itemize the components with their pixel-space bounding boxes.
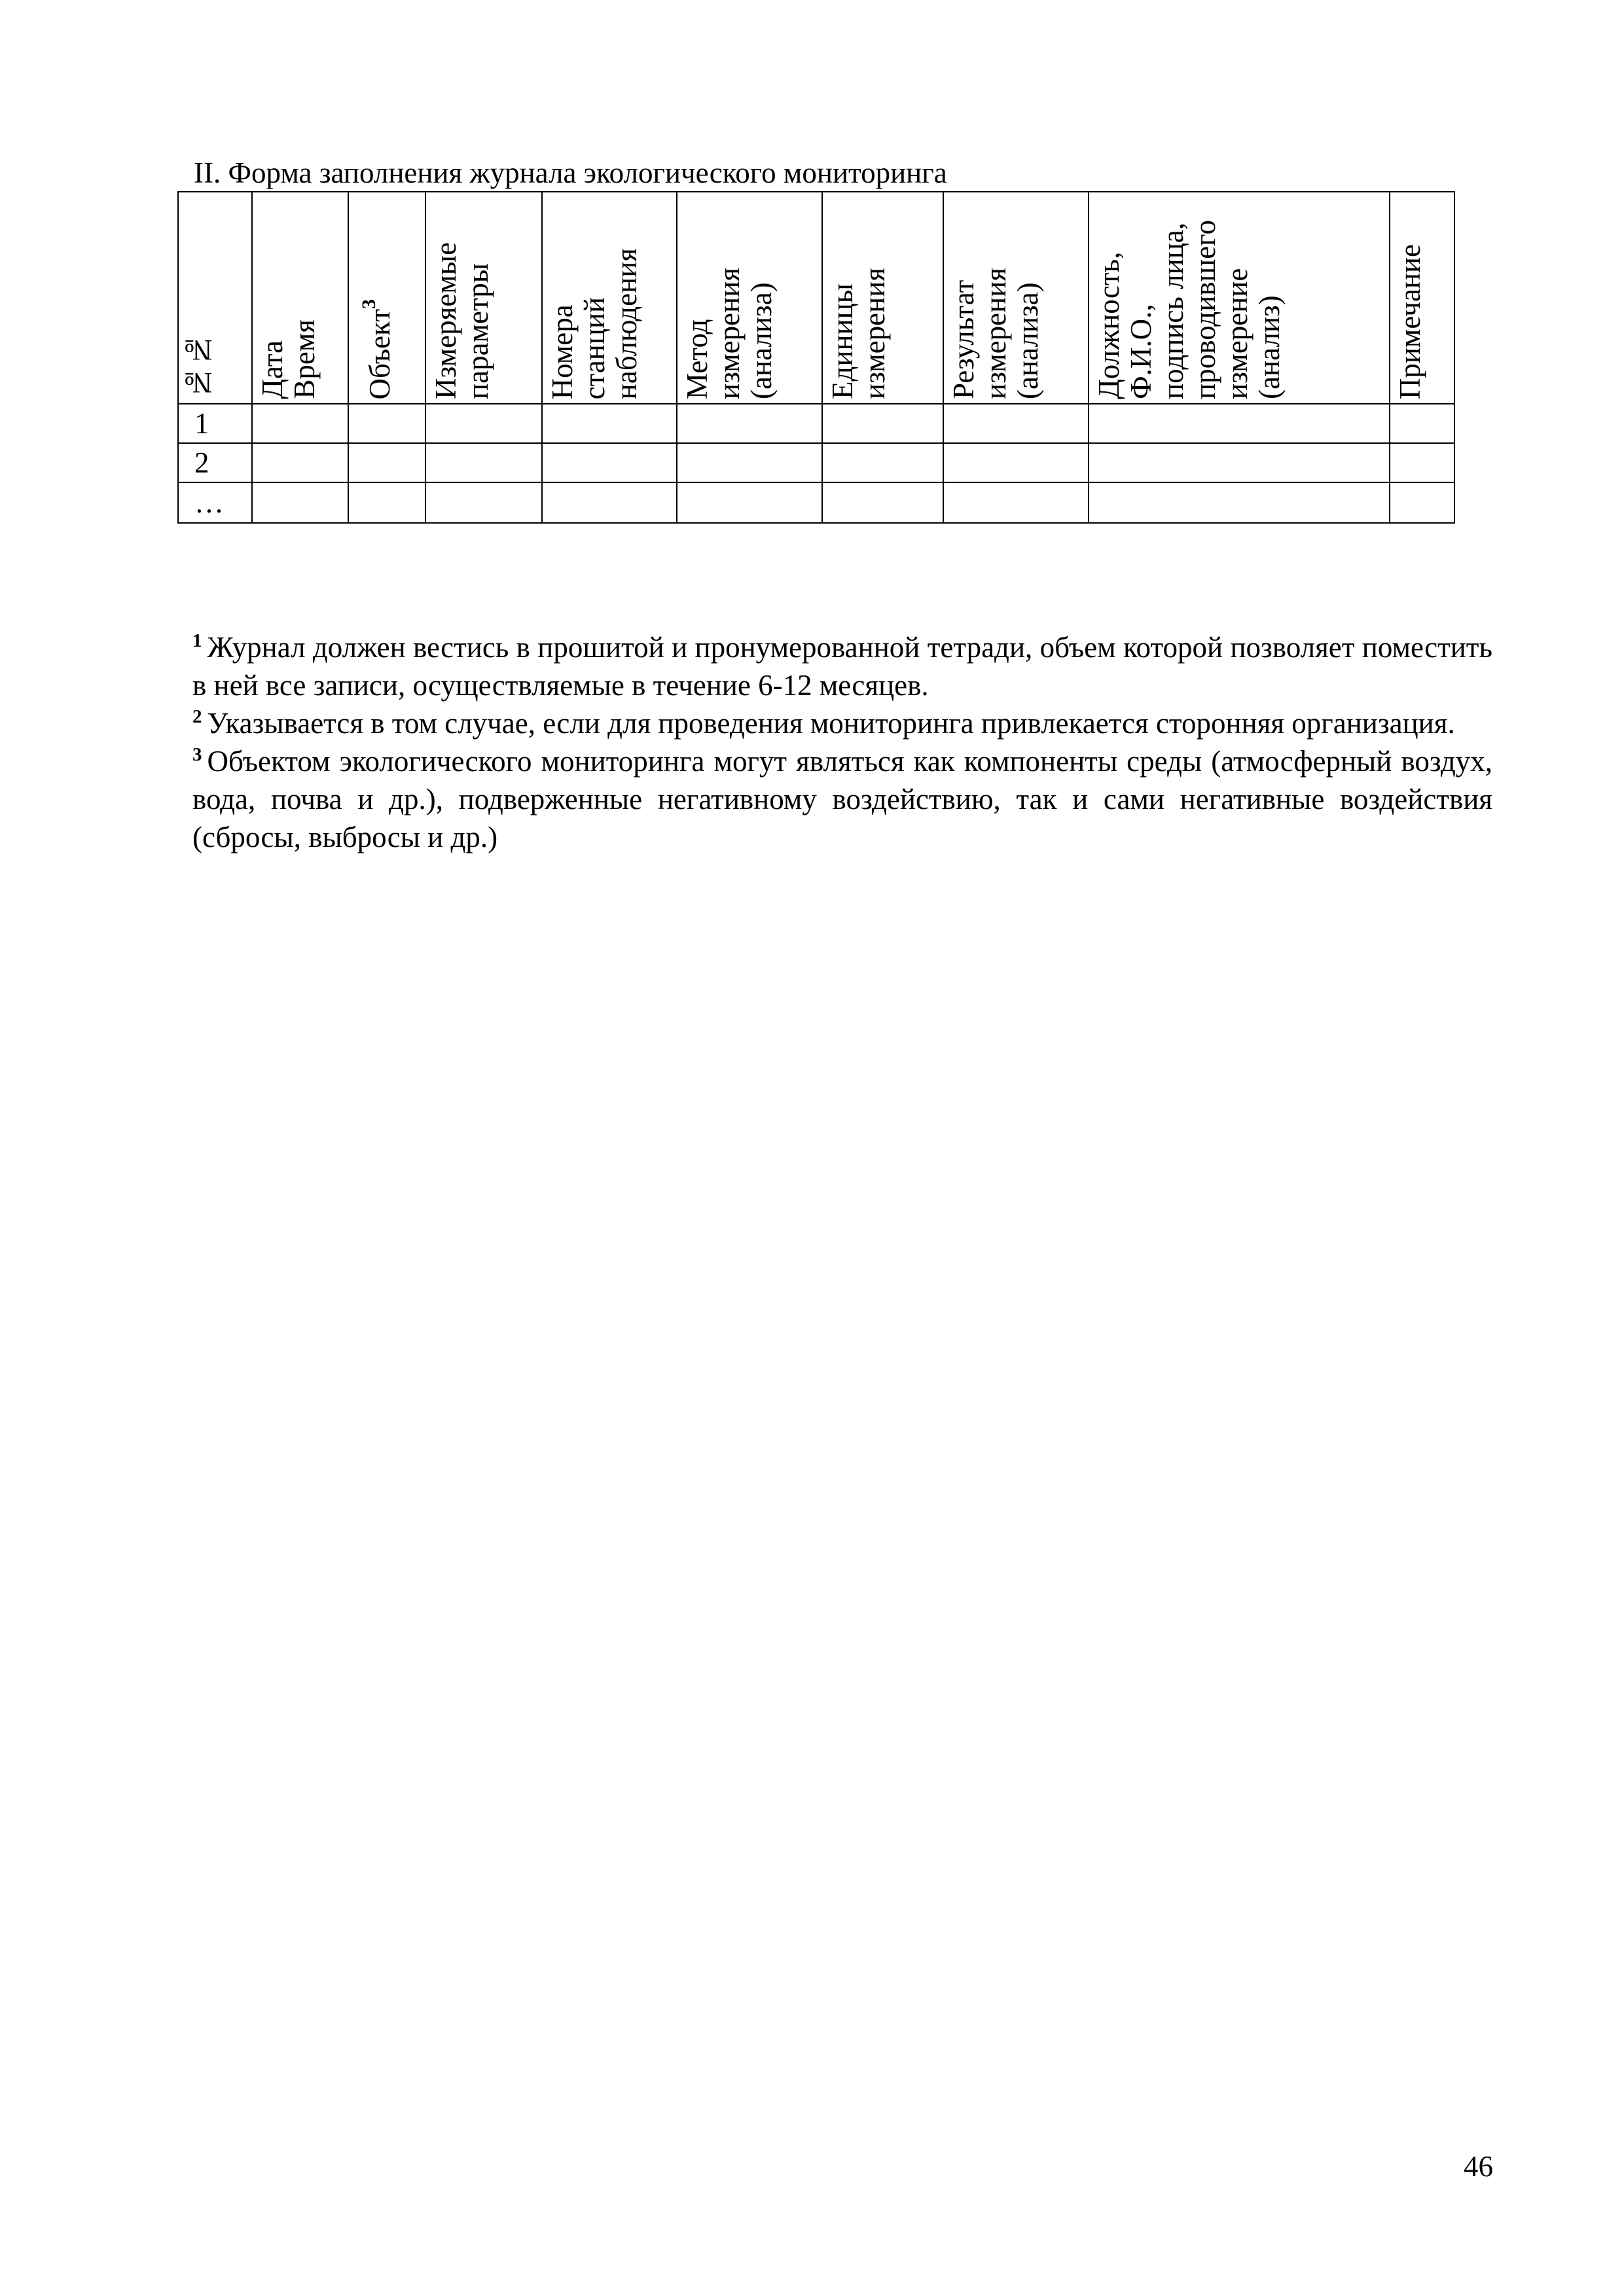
table-cell xyxy=(425,482,542,523)
col-header-result-line-2: измерения xyxy=(979,267,1012,399)
table-cell xyxy=(1390,404,1454,443)
table-cell xyxy=(1089,482,1390,523)
col-header-responsible-line-4: проводившего xyxy=(1189,220,1221,399)
col-header-responsible-line-6: (анализ) xyxy=(1253,295,1286,399)
col-header-date-line: Дата xyxy=(256,340,289,399)
page-number: 46 xyxy=(1464,2150,1493,2183)
table-cell xyxy=(425,404,542,443)
col-header-stations-line-3: наблюдения xyxy=(610,247,643,399)
footnote-mark: 1 xyxy=(192,630,202,651)
table-cell xyxy=(542,482,677,523)
col-header-object xyxy=(348,192,425,404)
journal-form-table xyxy=(177,191,1455,524)
table-cell xyxy=(943,443,1089,482)
row-number-cell: … xyxy=(178,482,252,523)
row-number-cell: 2 xyxy=(178,443,252,482)
col-header-stations-line-1: Номера xyxy=(546,304,579,399)
footnote-text: Указывается в том случае, если для проведения мониторинга привлекается сторонняя организация. xyxy=(207,707,1455,740)
col-header-note xyxy=(1390,192,1454,404)
col-header-method-line-2: измерения xyxy=(713,267,746,399)
col-header-result xyxy=(943,192,1089,404)
col-header-result-line-3: (анализа) xyxy=(1011,282,1044,399)
table-cell xyxy=(822,443,943,482)
col-header-date-time xyxy=(252,192,348,404)
col-header-responsible-line-3: подпись лица, xyxy=(1157,223,1189,399)
table-cell xyxy=(542,443,677,482)
table-cell xyxy=(677,404,822,443)
footnote-mark: 3 xyxy=(192,744,202,765)
col-header-parameters-line-1: Измеряемые xyxy=(429,242,462,399)
footnote-1 xyxy=(192,628,1492,704)
col-header-units-line-1: Единицы xyxy=(826,283,859,399)
footnote-text: Журнал должен вестись в прошитой и пронумерованной тетради, объем которой позволяет поместить в ней все записи, осуществляемые в течение 6-12 месяцев. xyxy=(192,631,1492,702)
col-header-number xyxy=(178,192,252,404)
row-number-cell: 1 xyxy=(178,404,252,443)
col-header-responsible-line-2: Ф.И.О., xyxy=(1125,304,1157,399)
col-header-object-line: Объект xyxy=(363,308,396,399)
table-cell xyxy=(822,404,943,443)
section-title: II. Форма заполнения журнала экологического мониторинга xyxy=(194,156,947,189)
footnote-text: Объектом экологического мониторинга могут являться как компоненты среды (атмосферный воздух, вода, почва и др.), подверженные негативному воздействию, так и сами негативные воздействия (сбросы, выбросы и др.) xyxy=(192,745,1492,853)
table-cell xyxy=(252,404,348,443)
footnote-3 xyxy=(192,742,1492,856)
col-header-method-line-1: Метод xyxy=(681,319,713,399)
col-header-method xyxy=(677,192,822,404)
table-cell xyxy=(348,482,425,523)
table-cell xyxy=(1390,443,1454,482)
col-header-responsible xyxy=(1089,192,1390,404)
table-cell xyxy=(252,443,348,482)
col-header-time-line: Время xyxy=(288,319,321,399)
col-header-units-line-2: измерения xyxy=(858,267,891,399)
footnote-mark: 2 xyxy=(192,706,202,727)
table-cell xyxy=(425,443,542,482)
col-header-method-line-3: (анализа) xyxy=(745,282,778,399)
footnote-ref-3: 3 xyxy=(358,298,380,309)
table-cell xyxy=(1390,482,1454,523)
col-header-result-line-1: Результат xyxy=(947,279,980,399)
table-cell xyxy=(943,404,1089,443)
table-header-row xyxy=(178,192,1454,404)
col-header-stations xyxy=(542,192,677,404)
table-cell xyxy=(348,404,425,443)
table-cell xyxy=(542,404,677,443)
table-row xyxy=(178,443,1454,482)
col-header-stations-line-2: станций xyxy=(578,296,611,399)
col-header-responsible-line-1: Должность, xyxy=(1092,251,1125,399)
col-header-units xyxy=(822,192,943,404)
col-header-parameters-line-2: параметры xyxy=(461,263,494,399)
table-cell xyxy=(1089,404,1390,443)
table-cell xyxy=(252,482,348,523)
footnote-2 xyxy=(192,704,1492,742)
col-header-parameters xyxy=(425,192,542,404)
col-header-responsible-line-5: измерение xyxy=(1221,268,1254,399)
table-cell xyxy=(348,443,425,482)
col-header-number-line: №№ xyxy=(182,334,215,399)
table-row xyxy=(178,404,1454,443)
footnotes xyxy=(192,628,1492,856)
table-cell xyxy=(822,482,943,523)
table-cell xyxy=(943,482,1089,523)
table-cell xyxy=(677,443,822,482)
table-cell xyxy=(1089,443,1390,482)
col-header-note-line: Примечание xyxy=(1394,243,1426,399)
table-row xyxy=(178,482,1454,523)
table-cell xyxy=(677,482,822,523)
